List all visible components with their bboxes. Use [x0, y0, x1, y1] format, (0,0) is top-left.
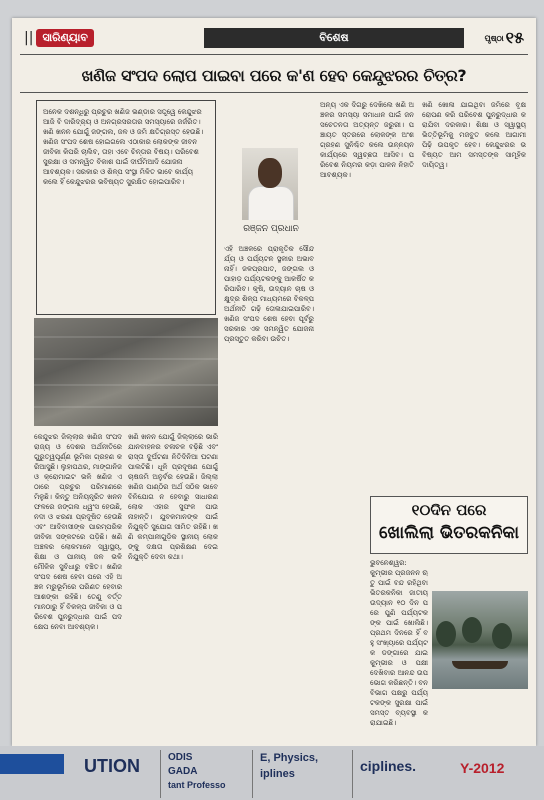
strip-text-2: ODIS [168, 752, 193, 763]
bottom-newspaper-strip [0, 746, 544, 800]
page-number-value: ୧୫ [505, 28, 524, 47]
masthead [24, 26, 94, 50]
boat-photo [432, 591, 528, 689]
story2-headline-box [370, 496, 528, 554]
headline-rule [20, 92, 528, 93]
column-2-text: ଖଣି ଖନନ ଯୋଗୁଁ ଜିଲ୍ଲାରେ ଭାରି ଯାନବାହନର ଚଳାଚଳ ବଢ଼ିଛି ଏବଂ ରାସ୍ତା ଦୁର୍ଘଟଣା ନିତିଦିନିଆ ଘଟଣା ପାଲଟିଛି। ଧୂଳି ପ୍ରଦୂଷଣ ଯୋଗୁଁ ଚାଷଜମି ଅନୁର୍ବର ହେଉଛି। ଜିଲ୍ଲା ଖଣିଜ ପାଣ୍ଠିର ଅର୍ଥ ସଠିକ ଭାବେ ବିନିଯୋଗ ନ ହେବାରୁ ସାଧାରଣ ଲୋକ ଏହାର ସୁଫଳ ପାଉନାହାନ୍ତି। ଯୁବକମାନଙ୍କ ପାଇଁ ନିଯୁକ୍ତି ସୁଯୋଗ ସୀମିତ ରହିଛି। ଖଣି କମ୍ପାନୀଗୁଡ଼ିକ ସ୍ଥାନୀୟ ଲୋକଙ୍କୁ ଦକ୍ଷତା ପ୍ରଶିକ୍ଷଣ ଦେଇ ନିଯୁକ୍ତି ଦେବା କଥା। [128, 433, 218, 561]
author-photo [242, 148, 298, 220]
strip-text-1: UTION [84, 756, 140, 776]
article-column-5 [422, 100, 526, 490]
author-name: ରଞ୍ଜନ ପ୍ରଧାନ [243, 224, 299, 234]
page-number [485, 28, 524, 48]
strip-text-3: GADA [168, 766, 198, 777]
page-label: ପୃଷ୍ଠା [484, 33, 504, 43]
strip-blue-block [0, 754, 64, 774]
article-column-3 [224, 244, 314, 732]
strip-text-5: E, Physics, [260, 752, 319, 764]
strip-text-8: Y-2012 [460, 760, 505, 776]
story2-headline-main: ଖୋଲିଲା ଭିତରକନିକା [378, 523, 519, 543]
newspaper-page [12, 18, 536, 746]
header-rule [20, 54, 528, 55]
section-label: ବିଶେଷ [319, 31, 349, 44]
strip-text-6: iplines [260, 768, 295, 780]
article-column-2 [128, 432, 218, 732]
article-column-1 [34, 432, 122, 732]
page-headline: ଖଣିଜ ସଂପଦ ଲୋପ ପାଇବା ପରେ କ'ଣ ହେବ କେନ୍ଦୁଝରର ଚିତ୍ର? [81, 66, 467, 85]
mining-landscape-photo [34, 318, 218, 426]
story2-body-left [370, 558, 428, 738]
story2-headline-top: ୧୦ଦିନ ପରେ [411, 501, 487, 519]
strip-text-4: tant Professo [168, 780, 226, 790]
strip-text-7: ciplines. [360, 758, 417, 774]
masthead-bars: || [24, 30, 34, 46]
story2-body-text: ଭୁବନେଶ୍ୱର: କୁମ୍ଭୀର ପ୍ରଜନନ ଋତୁ ପାଇଁ ବନ୍ଦ ରହିଥିବା ଭିତରକନିକା ଜାତୀୟ ଉଦ୍ୟାନ ୧୦ ଦିନ ପରେ ପୁଣି ପର୍ଯ୍ୟଟକଙ୍କ ପାଇଁ ଖୋଲିଛି। ପ୍ରଥମ ଦିନରେ ହିଁ ବହୁ ସଂଖ୍ୟାରେ ପର୍ଯ୍ୟଟକ ଡଙ୍ଗାରେ ଯାଇ କୁମ୍ଭୀର ଓ ପକ୍ଷୀ ଦେଖିବାର ଆନନ୍ଦ ଉପଭୋଗ କରିଛନ୍ତି। ବନ ବିଭାଗ ପକ୍ଷରୁ ପର୍ଯ୍ୟଟକଙ୍କ ସୁରକ୍ଷା ପାଇଁ ସମସ୍ତ ବ୍ୟବସ୍ଥା କରାଯାଇଛି। [370, 559, 428, 727]
column-3-text: ଏହି ଅଞ୍ଚଳରେ ପ୍ରାକୃତିକ ସୌନ୍ଦର୍ଯ୍ୟ ଓ ପର୍ଯ୍ୟଟନ ସ୍ଥଳୀର ଅଭାବ ନାହିଁ। ଜଳପ୍ରପାତ, ଜଙ୍ଗଲ ଓ ପାହାଡ଼ ପର୍ଯ୍ୟଟକଙ୍କୁ ଆକର୍ଷିତ କରିପାରିବ। କୃଷି, ଉଦ୍ୟାନ ଚାଷ ଓ କ୍ଷୁଦ୍ର ଶିଳ୍ପ ମାଧ୍ୟମରେ ବିକଳ୍ପ ଅର୍ଥନୀତି ଗଢ଼ି ତୋଳାଯାଇପାରିବ। ଖଣିଜ ସଂପଦ ଶେଷ ହେବା ପୂର୍ବରୁ ସରକାର ଏକ ସମନ୍ୱିତ ଯୋଜନା ପ୍ରସ୍ତୁତ କରିବା ଉଚିତ। [224, 245, 314, 343]
intro-box: ଅନେକ ଦଶନ୍ଧିରୁ ପ୍ରଚୁର ଖଣିଜ ଭଣ୍ଡାର ସତ୍ତ୍ୱେ କେନ୍ଦୁଝର ଆଜି ବି ଦାରିଦ୍ର୍ୟ ଓ ଅନଗ୍ରସରତାର ସମସ୍ୟାରେ ଜର୍ଜରିତ। ଖଣି ଖନନ ଯୋଗୁଁ ଜଙ୍ଗଲ, ଜଳ ଓ ଜମି କ୍ଷତିଗ୍ରସ୍ତ ହେଉଛି। ଖଣିଜ ସଂପଦ ଶେଷ ହୋଇଗଲେ ଏଠାକାର ଲୋକଙ୍କ ଜୀବନ ଜୀବିକା କିପରି ଚାଲିବ, ତାହା ଏବେ ଚିନ୍ତାର ବିଷୟ। ପରିବେଶ ସୁରକ୍ଷା ଓ ସମନ୍ୱିତ ବିକାଶ ପାଇଁ ଦୀର୍ଘମିଆଦି ଯୋଜନା ଆବଶ୍ୟକ। ସରକାର ଓ ଶିଳ୍ପ ସଂସ୍ଥା ମିଳିତ ଭାବେ କାର୍ଯ୍ୟ କଲେ ହିଁ କେନ୍ଦୁଝରର ଭବିଷ୍ୟତ ସୁରକ୍ଷିତ ହୋଇପାରିବ। [36, 100, 216, 315]
section-banner [204, 28, 464, 48]
column-4-text: ଅନ୍ୟ ଏକ ଦିଗରୁ ଦେଖିଲେ ଖଣି ଅଞ୍ଚଳର ସମସ୍ୟା ସମାଧାନ ପାଇଁ ଜନସଚେତନତା ଅତ୍ୟନ୍ତ ଜରୁରୀ। ପଞ୍ଚାୟତ ସ୍ତରରେ ଲୋକଙ୍କ ଅଂଶଗ୍ରହଣ ସୁନିଶ୍ଚିତ କଲେ ଉନ୍ନୟନ କାର୍ଯ୍ୟରେ ସ୍ୱଚ୍ଛତା ଆସିବ। ପରିବେଶ ନିୟମର କଡ଼ା ପାଳନ ନିହାତି ଆବଶ୍ୟକ। [320, 101, 414, 179]
column-5-text: ଖଣି ଖୋଳା ଯାଇଥିବା ଜମିରେ ବୃକ୍ଷରୋପଣ କରି ପରିବେଶ ପୁନରୁଦ୍ଧାର କରାଯିବା ଦରକାର। ଶିକ୍ଷା ଓ ସ୍ୱାସ୍ଥ୍ୟ ଭିତ୍ତିଭୂମିକୁ ମଜବୁତ କଲେ ଆଗାମୀ ପିଢ଼ି ଉପକୃତ ହେବ। କେନ୍ଦୁଝରର ଭବିଷ୍ୟତ ଆମ ସମସ୍ତଙ୍କ ସାମୂହିକ ଦାୟିତ୍ୱ। [422, 101, 526, 169]
newspaper-logo: ସାରିଣ୍ୟାବ [36, 29, 93, 47]
article-column-4 [320, 100, 414, 490]
column-1-text: କେନ୍ଦୁଝର ଜିଲ୍ଲାର ଖଣିଜ ସଂପଦ ରାଜ୍ୟ ଓ ଦେଶର ଅର୍ଥନୀତିରେ ଗୁରୁତ୍ୱପୂର୍ଣ୍ଣ ଭୂମିକା ଗ୍ରହଣ କରିଆସୁଛି। ଲୁହାପଥର, ମାଙ୍ଗାନିଜ ଓ କ୍ରୋମାଇଟ ଭଳି ଖଣିଜ ଏଠାରେ ପ୍ରଚୁର ପରିମାଣରେ ମିଳୁଛି। କିନ୍ତୁ ଅନିୟନ୍ତ୍ରିତ ଖନନ ଫଳରେ ଜଙ୍ଗଲ ଧ୍ୱଂସ ହେଉଛି, ନଦୀ ଓ ଝରଣା ପ୍ରଦୂଷିତ ହେଉଛି ଏବଂ ଆଦିବାସୀଙ୍କ ପାରମ୍ପରିକ ଜୀବିକା ସଙ୍କଟରେ ପଡ଼ିଛି। ଖଣି ଅଞ୍ଚଳର ଲୋକମାନେ ସ୍ୱାସ୍ଥ୍ୟ, ଶିକ୍ଷା ଓ ପାନୀୟ ଜଳ ଭଳି ମୌଳିକ ସୁବିଧାରୁ ବଞ୍ଚିତ। ଖଣିଜ ସଂପଦ ଶେଷ ହେବା ପରେ ଏହି ଅଞ୍ଚଳ ମରୁଭୂମିରେ ପରିଣତ ହେବାର ଆଶଙ୍କା ରହିଛି। ତେଣୁ ବର୍ତ୍ତମାନଠାରୁ ହିଁ ବିକଳ୍ପ ଜୀବିକା ଓ ପରିବେଶ ପୁନରୁଦ୍ଧାର ପାଇଁ ପଦକ୍ଷେପ ନେବା ଆବଶ୍ୟକ। [34, 433, 122, 631]
